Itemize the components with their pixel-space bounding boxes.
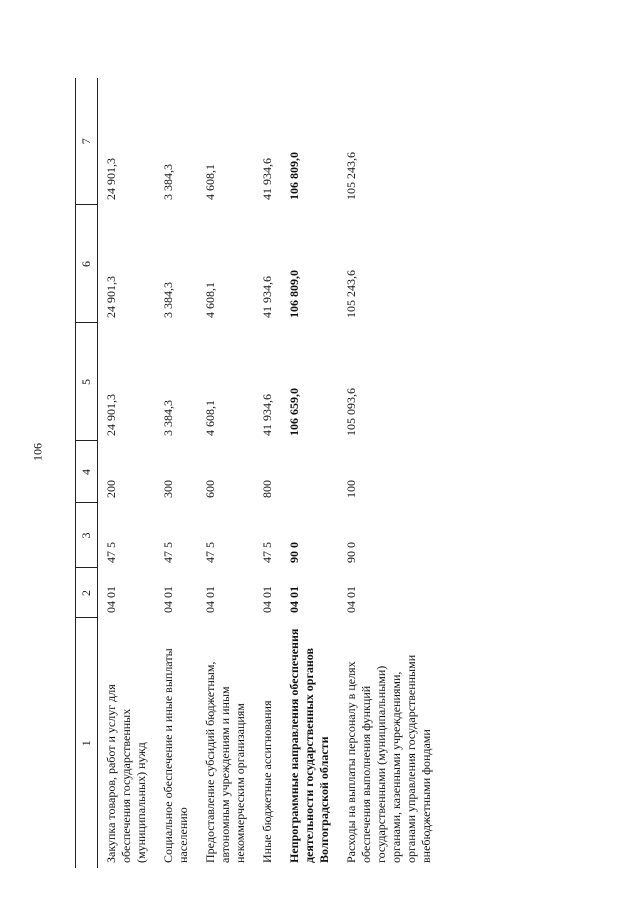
row-program-cell: 47 5 (203, 542, 217, 563)
row-type-cell (281, 441, 338, 503)
row-name-cell: Иные бюджетные ассигнования (260, 700, 274, 863)
row-amount-year1-cell: 3 384,3 (161, 400, 175, 436)
table-header-row (76, 78, 98, 868)
row-section-cell: 04 01 (344, 586, 358, 613)
table-row (281, 78, 338, 868)
row-name-cell: Предоставление субсидий бюджетным, автономным учреждениям и иным некоммерческим организациям (203, 661, 247, 863)
row-name-cell: Расходы на выплаты персоналу в целях обеспечения выполнения функций государственными (муниципальными) органами, казенными учреждениями, органами управления государственными внебюджетными фондами (344, 654, 433, 863)
row-amount-year2-cell: 41 934,6 (260, 276, 274, 318)
row-amount-year3-cell: 24 901,3 (104, 158, 118, 200)
budget-table (75, 78, 440, 868)
row-program-cell: 47 5 (104, 542, 118, 563)
row-type-cell: 800 (260, 480, 274, 498)
header-cell: 7 (76, 78, 98, 205)
row-section-cell: 04 01 (260, 586, 274, 613)
row-amount-year1-cell: 4 608,1 (203, 400, 217, 436)
rotated-page (75, 38, 635, 868)
row-name-cell: Закупка товаров, работ и услуг для обеспечения государственных (муниципальных) нужд (104, 684, 148, 863)
row-amount-year1-cell: 41 934,6 (260, 394, 274, 436)
table-row (155, 78, 197, 868)
header-cell: 2 (76, 568, 98, 618)
row-amount-year3-cell: 3 384,3 (161, 164, 175, 200)
header-cell: 1 (76, 618, 98, 868)
row-amount-year1-cell: 106 659,0 (287, 388, 301, 436)
row-section-cell: 04 01 (104, 586, 118, 613)
row-type-cell: 600 (203, 480, 217, 498)
row-type-cell: 300 (161, 480, 175, 498)
row-amount-year1-cell: 105 093,6 (344, 388, 358, 436)
table-row (98, 78, 156, 868)
row-program-cell: 47 5 (260, 542, 274, 563)
row-program-cell: 90 0 (287, 542, 301, 563)
table-row (338, 78, 440, 868)
row-section-cell: 04 01 (161, 586, 175, 613)
row-amount-year3-cell: 106 809,0 (287, 152, 301, 200)
row-name-cell: Непрограммные направления обеспечения деятельности государственных органов Волгоградской области (287, 628, 331, 863)
row-type-cell: 200 (104, 480, 118, 498)
row-amount-year2-cell: 106 809,0 (287, 270, 301, 318)
page-number: 106 (30, 443, 45, 461)
header-cell: 4 (76, 441, 98, 503)
row-amount-year2-cell: 4 608,1 (203, 282, 217, 318)
header-cell: 6 (76, 205, 98, 323)
row-name-cell: Социальное обеспечение и иные выплаты населению (161, 648, 190, 863)
row-amount-year2-cell: 24 901,3 (104, 276, 118, 318)
row-amount-year1-cell: 24 901,3 (104, 394, 118, 436)
row-amount-year2-cell: 3 384,3 (161, 282, 175, 318)
table-row (197, 78, 254, 868)
header-cell: 5 (76, 323, 98, 441)
row-amount-year3-cell: 105 243,6 (344, 152, 358, 200)
row-amount-year3-cell: 4 608,1 (203, 164, 217, 200)
row-amount-year2-cell: 105 243,6 (344, 270, 358, 318)
row-type-cell: 100 (344, 480, 358, 498)
row-amount-year3-cell: 41 934,6 (260, 158, 274, 200)
row-program-cell: 47 5 (161, 542, 175, 563)
row-section-cell: 04 01 (287, 586, 301, 613)
row-program-cell: 90 0 (344, 542, 358, 563)
header-cell: 3 (76, 503, 98, 568)
table-row (254, 78, 281, 868)
row-section-cell: 04 01 (203, 586, 217, 613)
